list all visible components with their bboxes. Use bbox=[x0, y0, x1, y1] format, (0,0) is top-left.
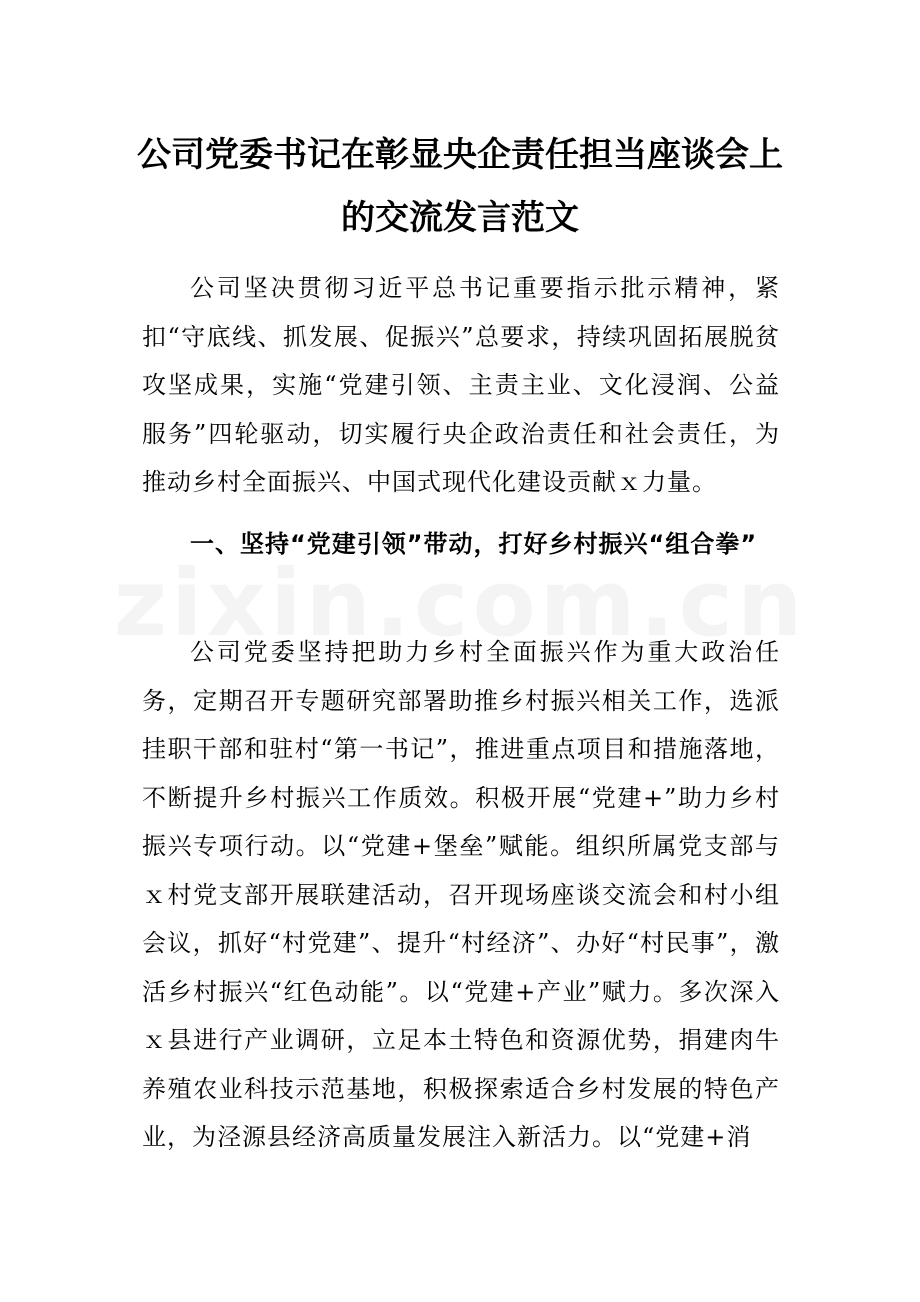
intro-paragraph: 公司坚决贯彻习近平总书记重要指示批示精神，紧扣“守底线、抓发展、促振兴”总要求，持续巩固拓展脱贫攻坚成果，实施“党建引领、主责主业、文化浸润、公益服务”四轮驱动，切实履行央企政治责任和社会责任，为推动乡村全面振兴、中国式现代化建设贡献ｘ力量。 bbox=[142, 274, 780, 496]
document-title: 公司党委书记在彰显央企责任担当座谈会上的交流发言范文 bbox=[137, 135, 783, 238]
section-heading: 一、坚持“党建引领”带动，打好乡村振兴“组合拳” bbox=[190, 530, 758, 558]
section-paragraph: 公司党委坚持把助力乡村全面振兴作为重大政治任务，定期召开专题研究部署助推乡村振兴相关工作，选派挂职干部和驻村“第一书记”，推进重点项目和措施落地，不断提升乡村振兴工作质效。积极开展“党建+”助力乡村振兴专项行动。以“党建+堡垒”赋能。组织所属党支部与ｘ村党支部开展联建活动，召开现场座谈交流会和村小组会议，抓好“村党建”、提升“村经济”、办好“村民事”，激活乡村振兴“红色动能”。以“党建+产业”赋力。多次深入ｘ县进行产业调研，立足本土特色和资源优势，捐建肉牛养殖农业科技示范基地，积极探索适合乡村发展的特色产业，为泾源县经济高质量发展注入新活力。以“党建+消 bbox=[142, 638, 780, 1151]
